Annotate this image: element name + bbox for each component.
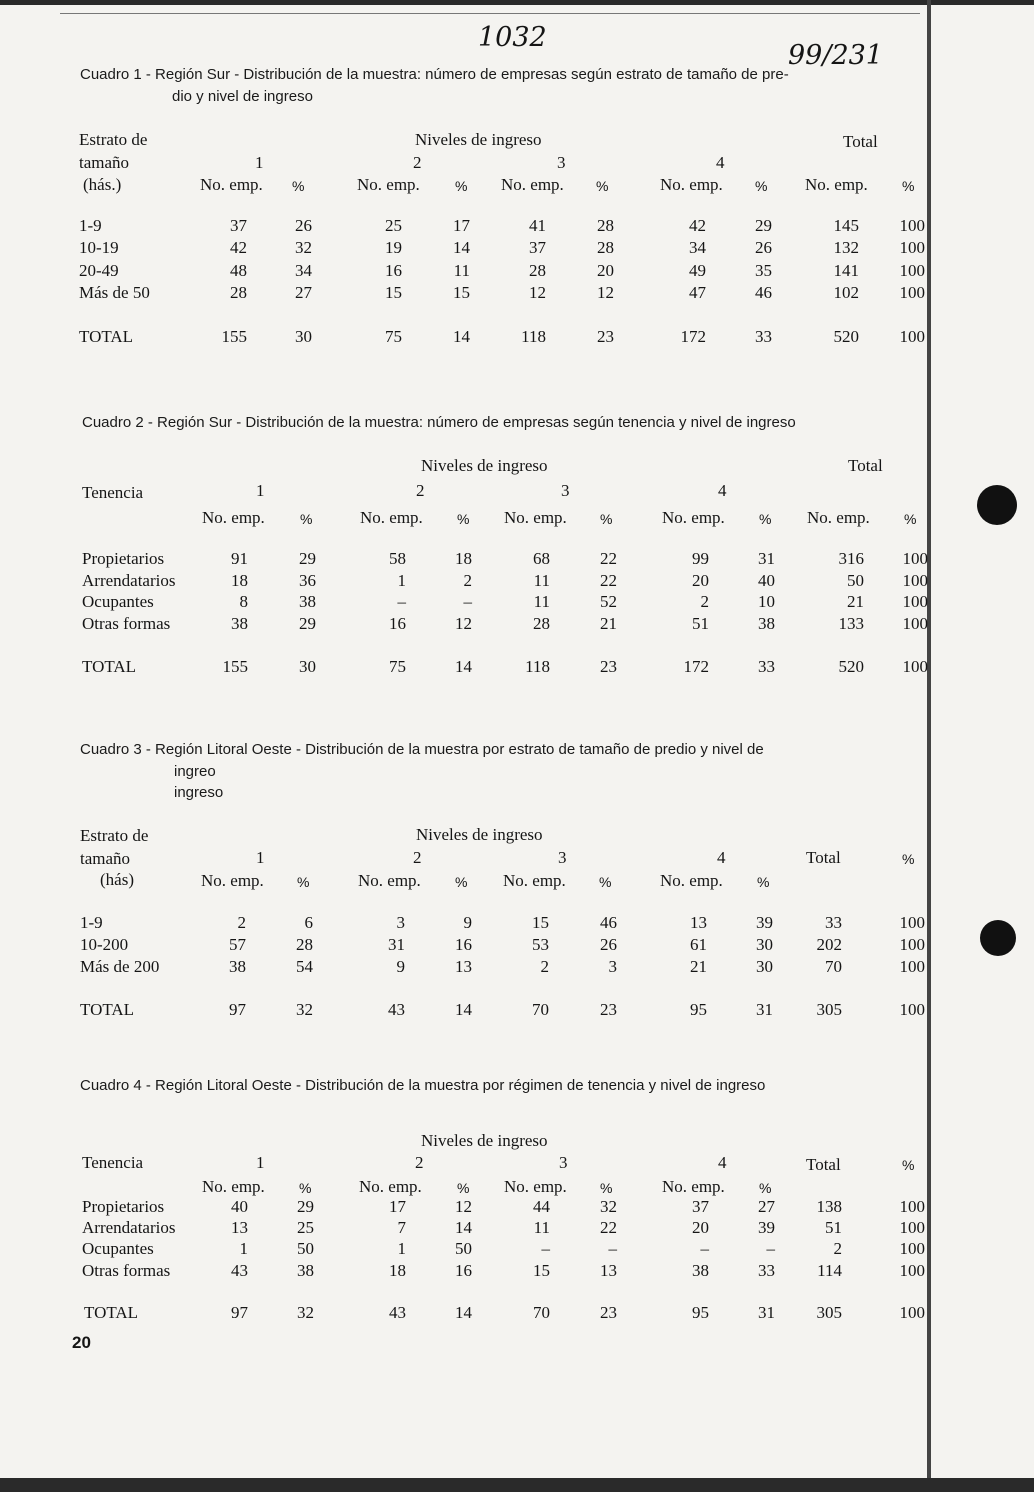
- table2-row-cell: 18: [231, 571, 248, 590]
- table1-level-1: 1: [255, 153, 264, 172]
- scan-top-line: [60, 13, 920, 14]
- table2-row-cell: 2: [463, 571, 472, 590]
- table2-row-cell: 1: [397, 571, 406, 590]
- table2-total-cell: 33: [758, 657, 775, 676]
- table4-col-pct-1: %: [299, 1180, 312, 1196]
- table2-col-noemp-4: No. emp.: [662, 508, 725, 527]
- table4-row-cell: 7: [397, 1218, 406, 1237]
- table4-row-cell: 1: [239, 1239, 248, 1258]
- table1-row-cell: 15: [385, 283, 402, 302]
- table2-row-cell: 100: [902, 614, 928, 633]
- table3-row-cell: 15: [532, 913, 549, 932]
- table2-col-pct-total: %: [904, 511, 917, 527]
- table3-col-pct-4: %: [757, 874, 770, 890]
- table3-row-cell: 54: [296, 957, 313, 976]
- table4-row-cell: 39: [758, 1218, 775, 1237]
- table1-col-noemp-total: No. emp.: [805, 175, 868, 194]
- table1-row-cell: 25: [385, 216, 402, 235]
- table4-row-cell: 18: [389, 1261, 406, 1280]
- table4-row-cell: 50: [297, 1239, 314, 1258]
- table3-row-cell: 202: [816, 935, 842, 954]
- table4-row-cell: –: [700, 1239, 709, 1258]
- table2-row-cell: 11: [533, 571, 550, 590]
- table3-total-cell: 43: [388, 1000, 405, 1019]
- table2-row-cell: 8: [239, 592, 248, 611]
- table4-total-pct-header: %: [902, 1157, 915, 1173]
- table2-row-cell: 16: [389, 614, 406, 633]
- table1-row-label: 1-9: [79, 216, 102, 235]
- table2-col-pct-3: %: [600, 511, 613, 527]
- table3-row-cell: 9: [396, 957, 405, 976]
- table4-row-cell: 100: [899, 1261, 925, 1280]
- table2-row-cell: 58: [389, 549, 406, 568]
- table4-niveles-header: Niveles de ingreso: [421, 1131, 548, 1150]
- table2-total-cell: 14: [455, 657, 472, 676]
- table1-col-pct-1: %: [292, 178, 305, 194]
- table3-row-cell: 46: [600, 913, 617, 932]
- table2-total-label: TOTAL: [82, 657, 137, 676]
- table3-level-1: 1: [256, 848, 265, 867]
- table1-row-cell: 132: [833, 238, 859, 257]
- table3-row-cell: 33: [825, 913, 842, 932]
- table4-row-cell: 22: [600, 1218, 617, 1237]
- table4-row-cell: 17: [389, 1197, 406, 1216]
- table4-row-cell: 50: [455, 1239, 472, 1258]
- table1-row-cell: 19: [385, 238, 402, 257]
- table1-row-cell: 12: [529, 283, 546, 302]
- table2-row-cell: 21: [847, 592, 864, 611]
- table3-row-cell: 6: [304, 913, 313, 932]
- table4-total-cell: 95: [692, 1303, 709, 1322]
- table1-col-pct-4: %: [755, 178, 768, 194]
- table2-row-cell: 133: [838, 614, 864, 633]
- table4-total-cell: 14: [455, 1303, 472, 1322]
- table2-caption: Cuadro 2 - Región Sur - Distribución de la muestra: número de empresas según tenencia y nivel de ingreso: [82, 414, 796, 431]
- table4-total-cell: 32: [297, 1303, 314, 1322]
- table3-total-cell: 97: [229, 1000, 246, 1019]
- table1-row-cell: 26: [295, 216, 312, 235]
- table4-row-cell: 20: [692, 1218, 709, 1237]
- table3-stub-header-3: (hás): [100, 870, 134, 889]
- table4-col-noemp-2: No. emp.: [359, 1177, 422, 1196]
- table1-row-cell: 14: [453, 238, 470, 257]
- table1-row-cell: 32: [295, 238, 312, 257]
- table4-row-cell: 33: [758, 1261, 775, 1280]
- table2-row-cell: 38: [231, 614, 248, 633]
- table1-total-cell: 118: [521, 327, 546, 346]
- table4-total-cell: 43: [389, 1303, 406, 1322]
- table2-row-cell: 20: [692, 571, 709, 590]
- table2-row-cell: 91: [231, 549, 248, 568]
- table3-row-cell: 13: [455, 957, 472, 976]
- table1-row-label: Más de 50: [79, 283, 150, 302]
- table3-row-cell: 39: [756, 913, 773, 932]
- table4-row-cell: 44: [533, 1197, 550, 1216]
- table3-row-label: Más de 200: [80, 957, 160, 976]
- table4-row-label: Ocupantes: [82, 1239, 154, 1258]
- table1-row-cell: 28: [597, 216, 614, 235]
- table3-col-noemp-2: No. emp.: [358, 871, 421, 890]
- table1-total-label: TOTAL: [79, 327, 134, 346]
- handwritten-number-left: 1032: [478, 22, 547, 53]
- table3-level-3: 3: [558, 848, 567, 867]
- table1-row-cell: 48: [230, 261, 247, 280]
- table1-row-cell: 27: [295, 283, 312, 302]
- table4-row-cell: 38: [297, 1261, 314, 1280]
- table2-row-cell: 52: [600, 592, 617, 611]
- table4-row-cell: 100: [899, 1197, 925, 1216]
- table2-row-cell: 31: [758, 549, 775, 568]
- table2-total-cell: 520: [838, 657, 864, 676]
- table4-row-cell: 37: [692, 1197, 709, 1216]
- table4-total-cell: 100: [899, 1303, 925, 1322]
- table3-col-noemp-1: No. emp.: [201, 871, 264, 890]
- table4-row-cell: 40: [231, 1197, 248, 1216]
- table2-col-noemp-total: No. emp.: [807, 508, 870, 527]
- table2-level-2: 2: [416, 481, 425, 500]
- page-number: 20: [72, 1333, 91, 1352]
- table3-row-cell: 2: [540, 957, 549, 976]
- table1-niveles-header: Niveles de ingreso: [415, 130, 542, 149]
- table3-row-cell: 21: [690, 957, 707, 976]
- table2-row-cell: 99: [692, 549, 709, 568]
- table2-row-label: Arrendatarios: [82, 571, 176, 590]
- table2-total-header: Total: [848, 456, 883, 475]
- table1-total-cell: 155: [221, 327, 247, 346]
- table3-total-cell: 31: [756, 1000, 773, 1019]
- table1-row-cell: 34: [689, 238, 706, 257]
- table3-total-label: TOTAL: [80, 1000, 135, 1019]
- table1-total-cell: 75: [385, 327, 402, 346]
- table2-row-cell: 12: [455, 614, 472, 633]
- table4-row-cell: 138: [816, 1197, 842, 1216]
- table3-row-cell: 9: [463, 913, 472, 932]
- table4-row-cell: 29: [297, 1197, 314, 1216]
- table2-total-cell: 30: [299, 657, 316, 676]
- table3-total-cell: 305: [816, 1000, 842, 1019]
- table1-col-pct-2: %: [455, 178, 468, 194]
- table4-level-2: 2: [415, 1153, 424, 1172]
- table1-row-cell: 46: [755, 283, 772, 302]
- table3-caption-line3: ingreso: [174, 784, 224, 801]
- table2-row-cell: 29: [299, 549, 316, 568]
- table3-row-cell: 57: [229, 935, 246, 954]
- table3-row-label: 10-200: [80, 935, 129, 954]
- table1-row-cell: 100: [899, 283, 925, 302]
- table4-row-label: Otras formas: [82, 1261, 171, 1280]
- table3-caption-line2: ingreo: [174, 763, 216, 780]
- table4-row-cell: 114: [817, 1261, 842, 1280]
- table1-row-cell: 100: [899, 216, 925, 235]
- scan-top-border: [0, 0, 1034, 5]
- table1-row-cell: 37: [529, 238, 546, 257]
- table2-row-cell: 316: [838, 549, 864, 568]
- table4-total-label: TOTAL: [84, 1303, 139, 1322]
- table4-row-cell: 13: [600, 1261, 617, 1280]
- table4-total-cell: 305: [816, 1303, 842, 1322]
- table2-row-label: Otras formas: [82, 614, 171, 633]
- table4-row-cell: 51: [825, 1218, 842, 1237]
- table1-col-pct-total: %: [902, 178, 915, 194]
- table2-row-cell: 22: [600, 571, 617, 590]
- table4-row-cell: 11: [533, 1218, 550, 1237]
- table3-col-pct-3: %: [599, 874, 612, 890]
- table2-row-label: Ocupantes: [82, 592, 154, 611]
- table1-total-cell: 30: [295, 327, 312, 346]
- table1-row-cell: 28: [230, 283, 247, 302]
- table1-stub-header-1: Estrato de: [79, 130, 148, 149]
- table1-total-cell: 14: [453, 327, 470, 346]
- table1-stub-header-3: (hás.): [83, 175, 122, 194]
- punch-hole-lower: [980, 920, 1016, 956]
- table1-col-noemp-4: No. emp.: [660, 175, 723, 194]
- table1-row-label: 10-19: [79, 238, 119, 257]
- table4-row-label: Propietarios: [82, 1197, 165, 1216]
- table2-total-cell: 155: [222, 657, 248, 676]
- table1-total-header: Total: [843, 132, 878, 151]
- table3-row-cell: 16: [455, 935, 472, 954]
- table1-row-cell: 102: [833, 283, 859, 302]
- table4-level-1: 1: [256, 1153, 265, 1172]
- table4-row-cell: 16: [455, 1261, 472, 1280]
- table4-total-cell: 23: [600, 1303, 617, 1322]
- table3-row-cell: 100: [899, 957, 925, 976]
- table3-level-2: 2: [413, 848, 422, 867]
- table4-total-cell: 97: [231, 1303, 248, 1322]
- table3-row-cell: 61: [690, 935, 707, 954]
- table1-col-noemp-2: No. emp.: [357, 175, 420, 194]
- table2-row-cell: –: [463, 592, 472, 611]
- table3-row-cell: 70: [825, 957, 842, 976]
- table2-total-cell: 100: [902, 657, 928, 676]
- table1-row-cell: 15: [453, 283, 470, 302]
- table4-row-cell: 2: [833, 1239, 842, 1258]
- table4-col-pct-4: %: [759, 1180, 772, 1196]
- table2-row-cell: 28: [533, 614, 550, 633]
- table2-niveles-header: Niveles de ingreso: [421, 456, 548, 475]
- table2-stub-header: Tenencia: [82, 483, 144, 502]
- table2-col-noemp-3: No. emp.: [504, 508, 567, 527]
- table2-row-cell: 38: [758, 614, 775, 633]
- table1-row-cell: 41: [529, 216, 546, 235]
- table1-col-pct-3: %: [596, 178, 609, 194]
- table3-total-cell: 70: [532, 1000, 549, 1019]
- table4-total-cell: 70: [533, 1303, 550, 1322]
- table2-row-cell: 40: [758, 571, 775, 590]
- table4-row-cell: 32: [600, 1197, 617, 1216]
- table1-row-cell: 141: [833, 261, 859, 280]
- table4-row-cell: 100: [899, 1218, 925, 1237]
- table1-row-cell: 20: [597, 261, 614, 280]
- table2-total-cell: 118: [525, 657, 550, 676]
- table1-total-cell: 23: [597, 327, 614, 346]
- table2-total-cell: 23: [600, 657, 617, 676]
- table4-row-cell: 43: [231, 1261, 248, 1280]
- table3-total-cell: 100: [899, 1000, 925, 1019]
- table2-level-3: 3: [561, 481, 570, 500]
- table4-row-cell: 1: [397, 1239, 406, 1258]
- table4-row-label: Arrendatarios: [82, 1218, 176, 1237]
- table4-row-cell: –: [766, 1239, 775, 1258]
- table4-col-noemp-3: No. emp.: [504, 1177, 567, 1196]
- table3-row-cell: 2: [237, 913, 246, 932]
- table3-total-cell: 23: [600, 1000, 617, 1019]
- scan-right-edge: [927, 0, 931, 1492]
- table1-col-noemp-1: No. emp.: [200, 175, 263, 194]
- table1-row-cell: 37: [230, 216, 247, 235]
- scan-bottom-border: [0, 1478, 1034, 1492]
- table3-stub-header-1: Estrato de: [80, 826, 149, 845]
- table2-row-cell: 2: [700, 592, 709, 611]
- table1-row-cell: 28: [529, 261, 546, 280]
- table2-col-pct-2: %: [457, 511, 470, 527]
- handwritten-number-right: 99/231: [788, 40, 883, 71]
- table1-level-4: 4: [716, 153, 725, 172]
- table4-level-3: 3: [559, 1153, 568, 1172]
- table2-row-cell: 100: [902, 571, 928, 590]
- table2-row-cell: 22: [600, 549, 617, 568]
- table3-row-cell: 26: [600, 935, 617, 954]
- table1-row-cell: 11: [453, 261, 470, 280]
- table1-row-cell: 100: [899, 238, 925, 257]
- table3-row-cell: 30: [756, 935, 773, 954]
- table3-row-cell: 53: [532, 935, 549, 954]
- table2-row-cell: 38: [299, 592, 316, 611]
- table1-total-cell: 100: [899, 327, 925, 346]
- table1-total-cell: 172: [680, 327, 706, 346]
- table4-level-4: 4: [718, 1153, 727, 1172]
- table1-row-cell: 42: [689, 216, 706, 235]
- table2-row-cell: 11: [533, 592, 550, 611]
- table1-row-cell: 42: [230, 238, 247, 257]
- table4-total-cell: 31: [758, 1303, 775, 1322]
- table1-row-label: 20-49: [79, 261, 119, 280]
- table3-total-cell: 95: [690, 1000, 707, 1019]
- table3-row-cell: 38: [229, 957, 246, 976]
- table2-col-noemp-2: No. emp.: [360, 508, 423, 527]
- table3-niveles-header: Niveles de ingreso: [416, 825, 543, 844]
- table1-caption-line1: Cuadro 1 - Región Sur - Distribución de la muestra: número de empresas según estrato de tamaño de pre-: [80, 66, 789, 83]
- table4-row-cell: 100: [899, 1239, 925, 1258]
- table2-row-cell: 68: [533, 549, 550, 568]
- table3-total-header: Total: [806, 848, 841, 867]
- table4-row-cell: –: [608, 1239, 617, 1258]
- table1-row-cell: 28: [597, 238, 614, 257]
- table2-col-noemp-1: No. emp.: [202, 508, 265, 527]
- table3-col-noemp-3: No. emp.: [503, 871, 566, 890]
- table3-total-pct-header: %: [902, 851, 915, 867]
- table3-row-cell: 100: [899, 935, 925, 954]
- table2-level-4: 4: [718, 481, 727, 500]
- table4-col-noemp-4: No. emp.: [662, 1177, 725, 1196]
- table4-row-cell: 13: [231, 1218, 248, 1237]
- table3-col-noemp-4: No. emp.: [660, 871, 723, 890]
- table4-row-cell: 25: [297, 1218, 314, 1237]
- table3-col-pct-2: %: [455, 874, 468, 890]
- table1-row-cell: 26: [755, 238, 772, 257]
- table3-total-cell: 32: [296, 1000, 313, 1019]
- table1-level-3: 3: [557, 153, 566, 172]
- table2-row-cell: 100: [902, 592, 928, 611]
- table4-row-cell: 38: [692, 1261, 709, 1280]
- table2-row-cell: 10: [758, 592, 775, 611]
- table2-row-cell: 18: [455, 549, 472, 568]
- table2-col-pct-4: %: [759, 511, 772, 527]
- table3-row-cell: 28: [296, 935, 313, 954]
- table2-row-cell: 100: [902, 549, 928, 568]
- table1-row-cell: 12: [597, 283, 614, 302]
- table1-row-cell: 35: [755, 261, 772, 280]
- table1-caption-line2: dio y nivel de ingreso: [172, 88, 313, 105]
- table1-row-cell: 34: [295, 261, 312, 280]
- table2-total-cell: 172: [683, 657, 709, 676]
- table3-col-pct-1: %: [297, 874, 310, 890]
- table4-col-pct-2: %: [457, 1180, 470, 1196]
- table4-col-pct-3: %: [600, 1180, 613, 1196]
- table2-row-cell: 21: [600, 614, 617, 633]
- table1-stub-header-2: tamaño: [79, 153, 130, 172]
- table1-row-cell: 16: [385, 261, 402, 280]
- table3-stub-header-2: tamaño: [80, 849, 131, 868]
- table4-row-cell: 27: [758, 1197, 775, 1216]
- table2-row-cell: 36: [299, 571, 316, 590]
- table2-level-1: 1: [256, 481, 265, 500]
- table2-row-label: Propietarios: [82, 549, 165, 568]
- table4-row-cell: 14: [455, 1218, 472, 1237]
- table1-row-cell: 17: [453, 216, 470, 235]
- table4-col-noemp-1: No. emp.: [202, 1177, 265, 1196]
- table1-row-cell: 100: [899, 261, 925, 280]
- table2-row-cell: –: [397, 592, 406, 611]
- table4-stub-header: Tenencia: [82, 1153, 144, 1172]
- table4-row-cell: 15: [533, 1261, 550, 1280]
- table4-caption: Cuadro 4 - Región Litoral Oeste - Distribución de la muestra por régimen de tenencia y nivel de ingreso: [80, 1077, 766, 1094]
- punch-hole-upper: [977, 485, 1017, 525]
- table1-level-2: 2: [413, 153, 422, 172]
- table1-total-cell: 33: [755, 327, 772, 346]
- table1-col-noemp-3: No. emp.: [501, 175, 564, 194]
- table3-level-4: 4: [717, 848, 726, 867]
- table2-row-cell: 50: [847, 571, 864, 590]
- table2-row-cell: 29: [299, 614, 316, 633]
- table2-col-pct-1: %: [300, 511, 313, 527]
- table4-total-header: Total: [806, 1155, 841, 1174]
- table4-row-cell: 12: [455, 1197, 472, 1216]
- table1-row-cell: 49: [689, 261, 706, 280]
- table3-total-cell: 14: [455, 1000, 472, 1019]
- table3-row-cell: 30: [756, 957, 773, 976]
- table1-row-cell: 47: [689, 283, 706, 302]
- table3-row-cell: 3: [396, 913, 405, 932]
- table3-caption-line1: Cuadro 3 - Región Litoral Oeste - Distribución de la muestra por estrato de tamaño de predio y nivel de: [80, 741, 764, 758]
- table1-row-cell: 145: [833, 216, 859, 235]
- table3-row-cell: 3: [608, 957, 617, 976]
- table3-row-cell: 13: [690, 913, 707, 932]
- table4-row-cell: –: [541, 1239, 550, 1258]
- table2-row-cell: 51: [692, 614, 709, 633]
- table3-row-cell: 31: [388, 935, 405, 954]
- table3-row-label: 1-9: [80, 913, 103, 932]
- table2-total-cell: 75: [389, 657, 406, 676]
- table1-total-cell: 520: [833, 327, 859, 346]
- table3-row-cell: 100: [899, 913, 925, 932]
- table1-row-cell: 29: [755, 216, 772, 235]
